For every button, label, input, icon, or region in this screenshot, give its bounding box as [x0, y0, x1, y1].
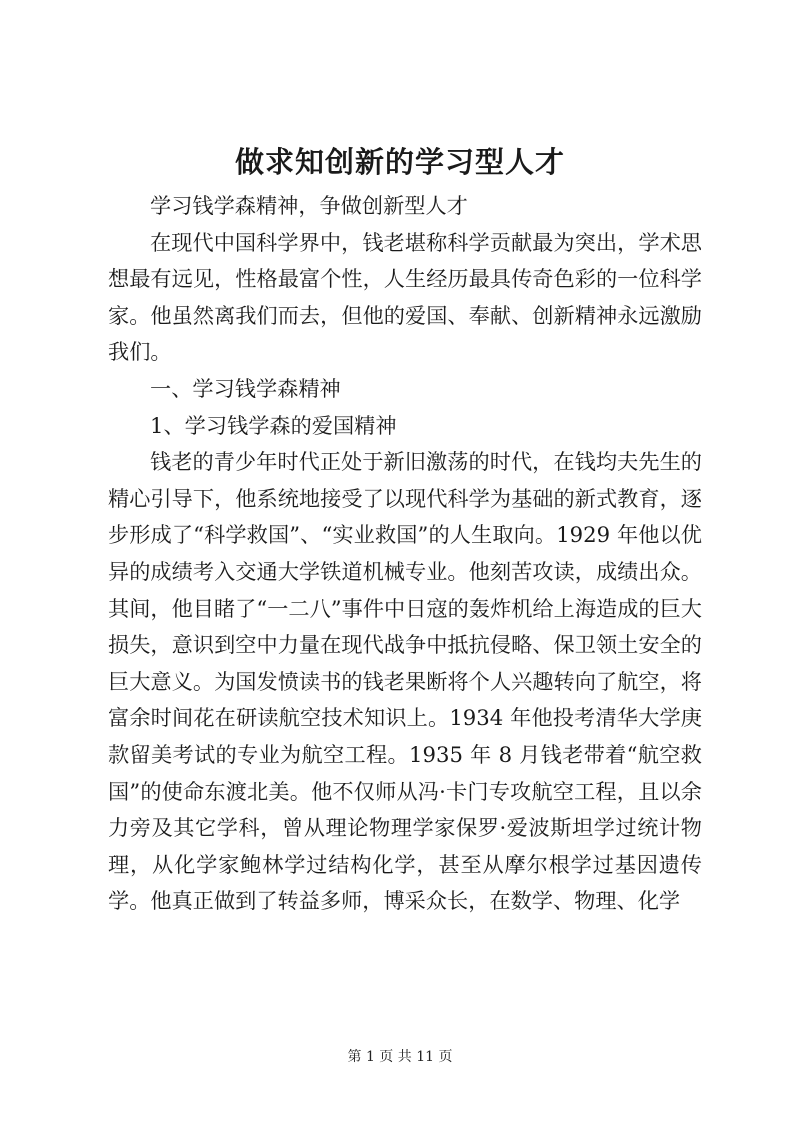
intro-paragraph: 在现代中国科学界中，钱老堪称科学贡献最为突出，学术思想最有远见，性格最富个性，人生经历最具传奇色彩的一位科学家。他虽然离我们而去，但他的爱国、奉献、创新精神永远激励我们。	[108, 229, 702, 365]
body-paragraph: 钱老的青少年时代正处于新旧激荡的时代，在钱均夫先生的精心引导下，他系统地接受了以现代科学为基础的新式教育，逐步形成了“科学救国”、“实业救国”的人生取向。1929 年他以优异的成绩考入交通大学铁道机械专业。他刻苦攻读，成绩出众。其间，他目睹了“一二八”事件中日寇的轰炸机给上海造成的巨大损失，意识到空中力量在现代战争中抵抗侵略、保卫领土安全的巨大意义。为国发愤读书的钱老果断将个人兴趣转向了航空，将富余时间花在研读航空技术知识上。1934 年他投考清华大学庚款留美考试的专业为航空工程。1935 年 8 月钱老带着“航空救国”的使命东渡北美。他不仅师从冯·卡门专攻航空工程，且以余力旁及其它学科，曾从理论物理学家保罗·爱波斯坦学过统计物理，从化学家鲍林学过结构化学，甚至从摩尔根学过基因遗传学。他真正做到了转益多师，博采众长，在数学、物理、化学	[108, 449, 702, 914]
subsection-heading: 1、学习钱学森的爱国精神	[150, 412, 397, 438]
subtitle-paragraph: 学习钱学森精神，争做创新型人才	[150, 193, 468, 218]
section-heading: 一、学习钱学森精神	[150, 375, 341, 401]
document-body	[108, 188, 702, 920]
page-footer: 第 1 页 共 11 页	[347, 1049, 453, 1065]
document-title: 做求知创新的学习型人才	[234, 145, 565, 179]
